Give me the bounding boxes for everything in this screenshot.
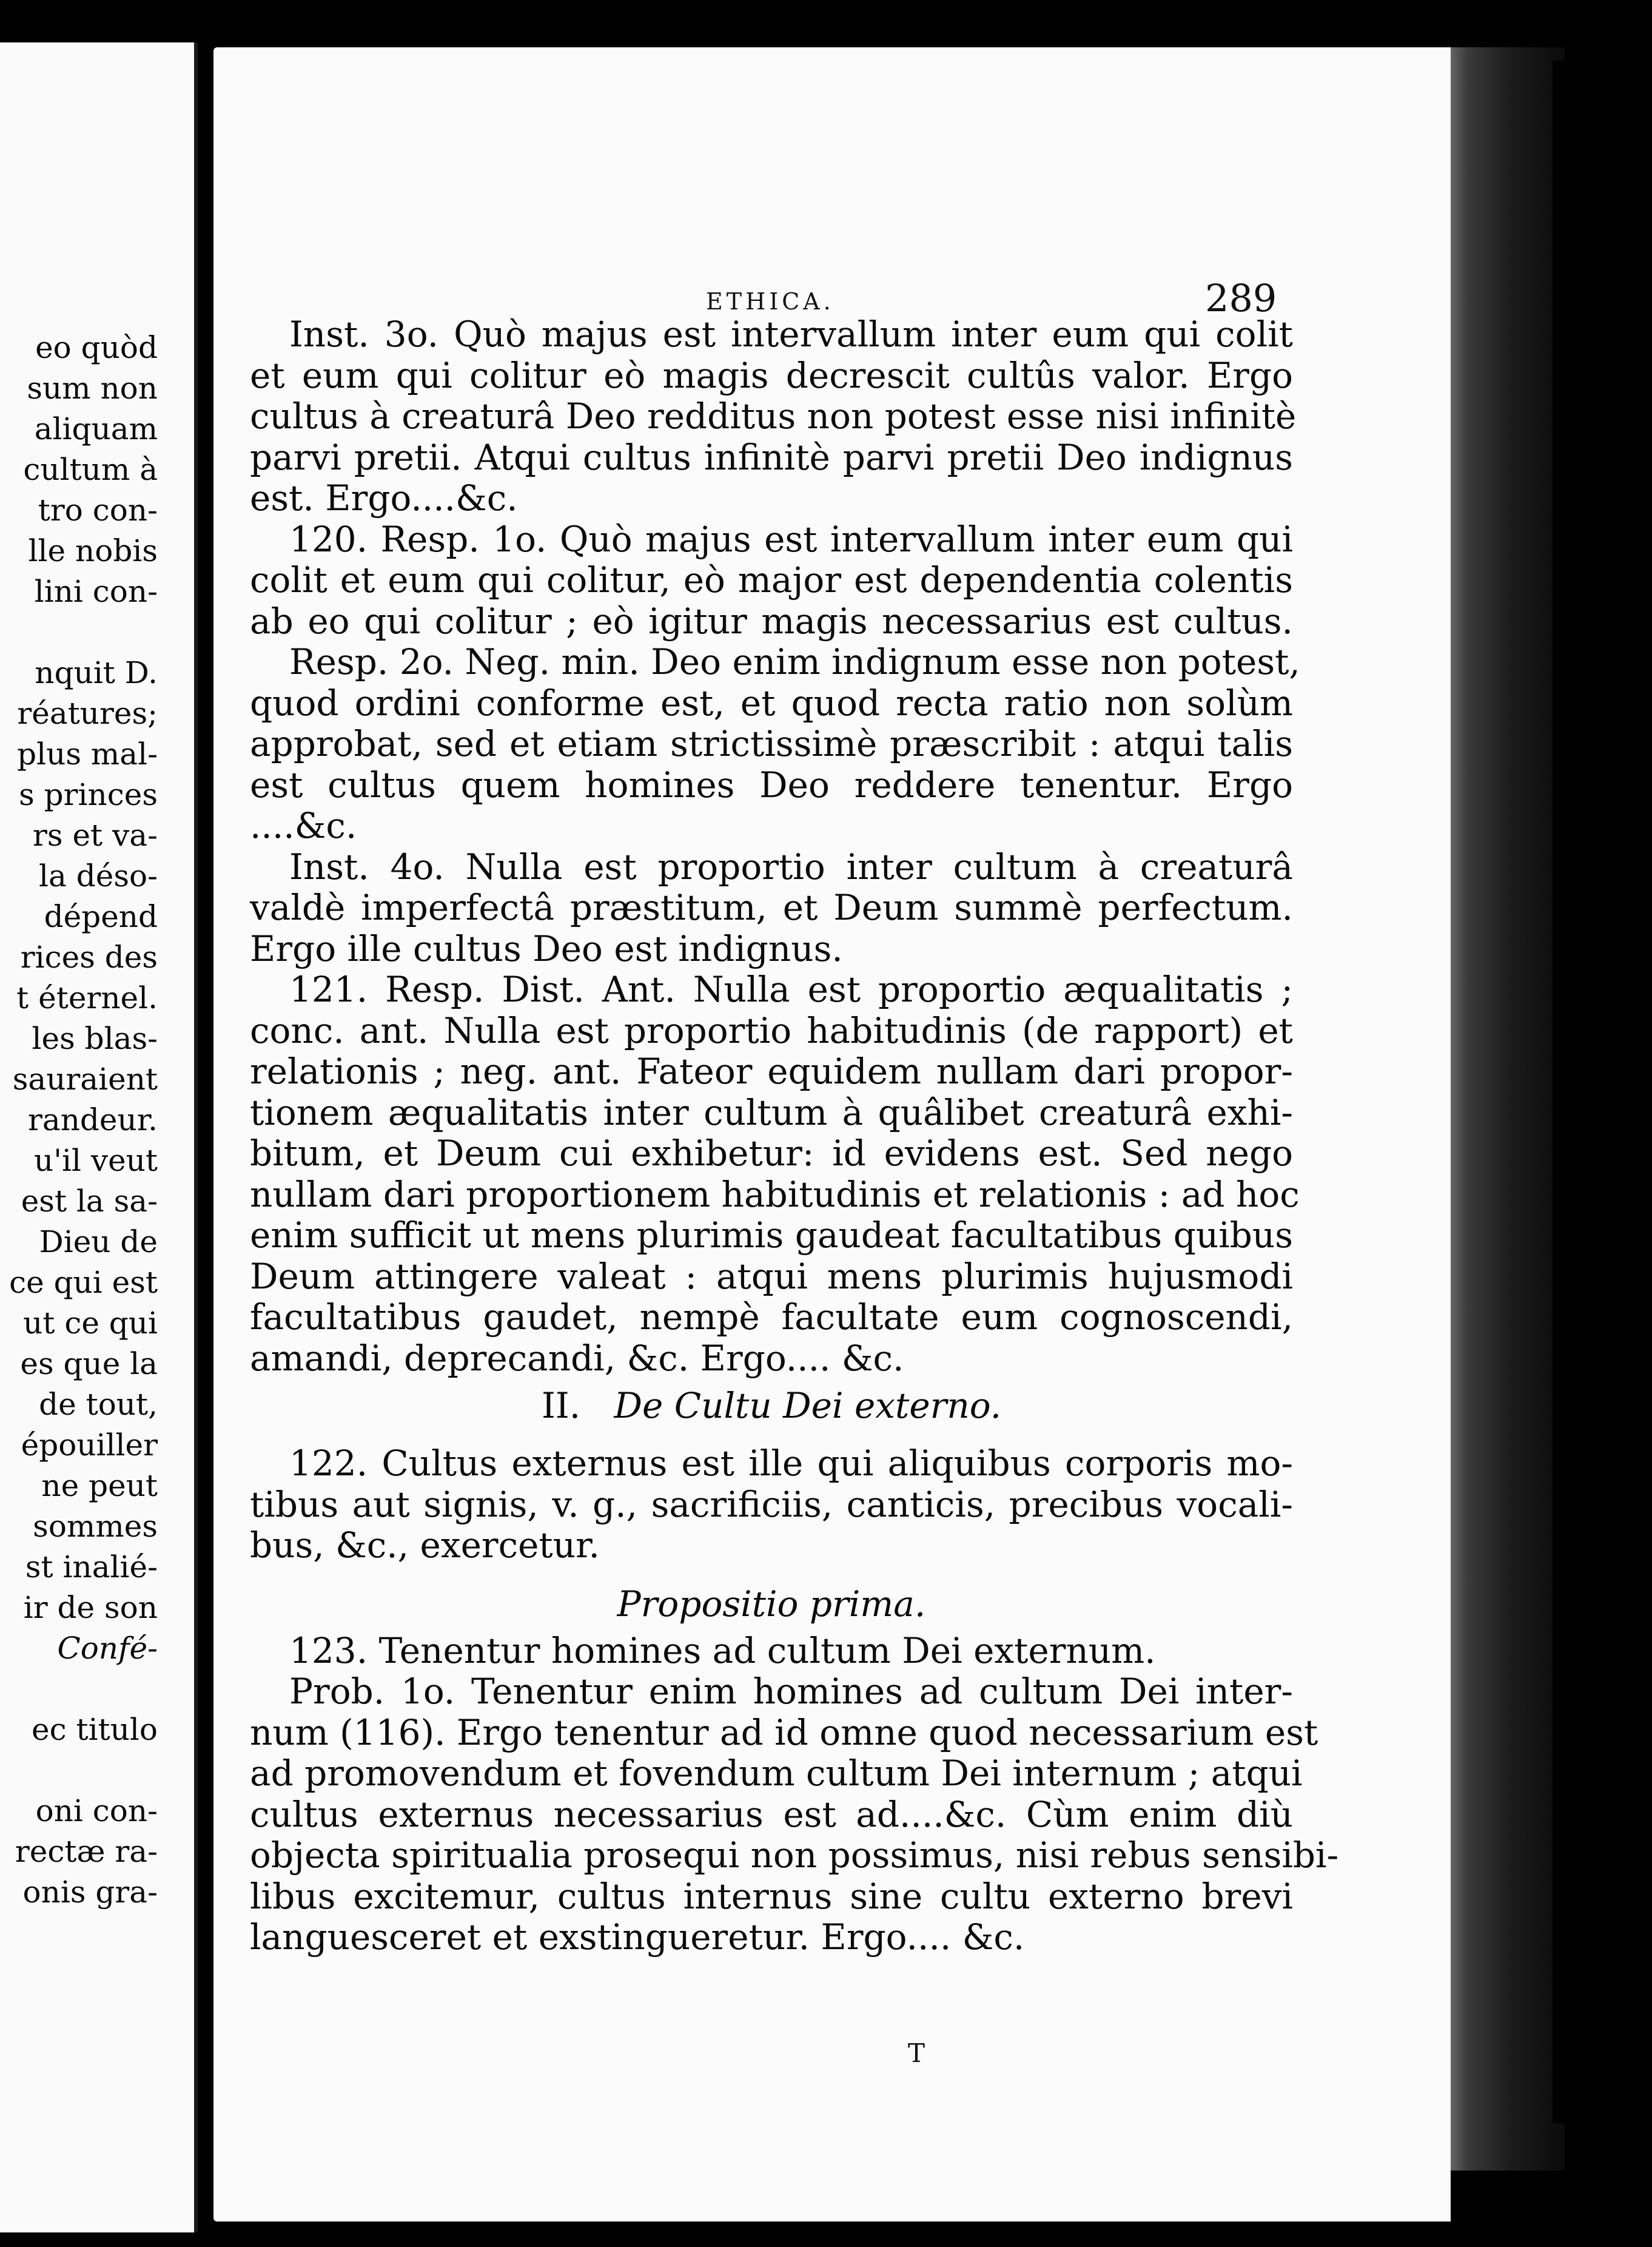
paragraph-resp-2 — [250, 641, 1300, 847]
left-page-line: nquit D. — [35, 655, 158, 690]
left-page-line: t éternel. — [16, 980, 158, 1016]
paragraph-inst-4 — [250, 847, 1293, 970]
text-line: bitum, et Deum cui exhibetur: id evidens est. Sed nego — [250, 1133, 1293, 1174]
text-line: objecta spiritualia prosequi non possimus, nisi rebus sensibi- — [250, 1834, 1339, 1876]
left-page-line — [0, 1750, 158, 1791]
text-line: parvi pretii. Atqui cultus infinitè parvi pretii Deo indignus — [250, 436, 1293, 478]
text-line: 121. Resp. Dist. Ant. Nulla est proportio æqualitatis ; — [289, 969, 1293, 1010]
left-page-line: s princes — [19, 777, 158, 812]
left-page-line: sommes — [33, 1509, 158, 1544]
running-head: ETHICA. — [706, 288, 834, 315]
left-page-text-column — [0, 328, 158, 1913]
text-line: nullam dari proportionem habitudinis et relationis : ad hoc — [250, 1173, 1300, 1215]
text-line: num (116). Ergo tenentur ad id omne quod necessarium est — [250, 1711, 1318, 1753]
text-line: 120. Resp. 1o. Quò majus est intervallum inter eum qui — [289, 518, 1293, 560]
left-page-line: es que la — [20, 1346, 158, 1381]
text-line: ....&c. — [250, 805, 357, 846]
text-line: tionem æqualitatis inter cultum à quâlibet creaturâ exhi- — [250, 1091, 1293, 1133]
text-line: Inst. 3o. Quò majus est intervallum inter eum qui colit — [289, 314, 1293, 355]
text-line: et eum qui colitur eò magis decrescit cultûs valor. Ergo — [250, 354, 1293, 396]
paragraph-inst-3 — [250, 314, 1297, 519]
text-line: cultus externus necessarius est ad....&c. Cùm enim diù — [250, 1793, 1293, 1835]
left-page-line: st inalié- — [25, 1549, 158, 1585]
left-page-line: sauraient — [12, 1062, 158, 1097]
page-number: 289 — [1205, 276, 1277, 320]
left-page-line: les blas- — [32, 1021, 158, 1056]
paragraph-prob-1 — [250, 1671, 1339, 1958]
text-line: est. Ergo....&c. — [250, 477, 518, 519]
text-line: ab eo qui colitur ; eò igitur magis necessarius est cultus. — [250, 600, 1293, 642]
left-page-line: la déso- — [39, 858, 158, 894]
left-page-line: ec titulo — [32, 1712, 158, 1747]
left-page-line: de tout, — [39, 1387, 158, 1422]
page-body — [250, 314, 1339, 1958]
left-page-line: est la sa- — [21, 1184, 158, 1219]
section-heading-title: De Cultu Dei externo. — [614, 1385, 1002, 1426]
left-page-line: rs et va- — [33, 818, 158, 853]
text-line: facultatibus gaudet, nempè facultate eum cognoscendi, — [250, 1296, 1293, 1338]
text-line: tibus aut signis, v. g., sacrificiis, canticis, precibus vocali- — [250, 1483, 1293, 1525]
left-page-line: lini con- — [34, 574, 158, 609]
left-page-line: Confé- — [57, 1631, 158, 1666]
text-line: ad promovendum et fovendum cultum Dei internum ; atqui — [250, 1753, 1303, 1794]
left-page-line: épouiller — [21, 1427, 158, 1463]
left-page-line: sum non — [27, 371, 158, 406]
text-line: bus, &c., exercetur. — [250, 1524, 600, 1566]
text-line: amandi, deprecandi, &c. Ergo.... &c. — [250, 1337, 904, 1379]
text-line: enim sufficit ut mens plurimis gaudeat facultatibus quibus — [250, 1214, 1293, 1256]
text-line: quod ordini conforme est, et quod recta ratio non solùm — [250, 682, 1293, 724]
background-dark — [1553, 61, 1652, 2123]
left-page-line: ce qui est — [9, 1265, 158, 1300]
section-heading-number: II. — [541, 1385, 581, 1426]
sub-heading: Propositio prima. — [617, 1583, 926, 1625]
text-line: valdè imperfectâ præstitum, et Deum summè perfectum. — [250, 887, 1293, 928]
left-page-line: ir de son — [23, 1590, 158, 1625]
left-page-line: rices des — [20, 940, 158, 975]
text-line: libus excitemur, cultus internus sine cultu externo brevi — [250, 1875, 1293, 1917]
signature-mark: T — [908, 2038, 925, 2068]
left-page-line: ut ce qui — [23, 1305, 158, 1341]
text-line: approbat, sed et etiam strictissimè præscribit : atqui talis — [250, 723, 1293, 764]
left-page-line: tro con- — [38, 493, 158, 528]
text-line: relationis ; neg. ant. Fateor equidem nullam dari propor- — [250, 1051, 1293, 1092]
paragraph-123 — [250, 1631, 1293, 1672]
left-page-line: rectæ ra- — [15, 1834, 158, 1869]
left-page-fragment — [0, 42, 198, 2232]
text-line: est cultus quem homines Deo reddere tenentur. Ergo — [250, 764, 1293, 806]
left-page-line: cultum à — [23, 452, 158, 487]
left-page-line: u'il veut — [34, 1143, 158, 1178]
text-line: languesceret et exstingueretur. Ergo.... &c. — [250, 1916, 1025, 1958]
left-page-line — [0, 612, 158, 653]
left-page-line — [0, 1669, 158, 1710]
left-page-line: ne peut — [41, 1468, 158, 1503]
left-page-line: eo quòd — [35, 330, 158, 365]
left-page-line: aliquam — [34, 411, 158, 446]
text-line: Ergo ille cultus Deo est indignus. — [250, 928, 843, 969]
left-page-line: Dieu de — [39, 1224, 158, 1259]
text-line: colit et eum qui colitur, eò major est dependentia colentis — [250, 559, 1293, 601]
left-page-line: onis gra- — [22, 1875, 158, 1910]
text-line: Prob. 1o. Tenentur enim homines ad cultum Dei inter- — [289, 1671, 1293, 1712]
paragraph-122 — [250, 1443, 1293, 1566]
text-line: Inst. 4o. Nulla est proportio inter cultum à creaturâ — [289, 846, 1293, 888]
page-edge-shadow — [1443, 47, 1565, 2171]
text-line: 123. Tenentur homines ad cultum Dei externum. — [289, 1629, 1156, 1671]
right-page — [213, 47, 1451, 2222]
text-line: cultus à creaturâ Deo redditus non potest esse nisi infinitè — [250, 396, 1297, 437]
left-page-line: réatures; — [17, 696, 158, 731]
left-page-line: randeur. — [27, 1102, 158, 1137]
text-line: 122. Cultus externus est ille qui aliquibus corporis mo- — [289, 1443, 1293, 1484]
paragraph-120 — [250, 519, 1293, 642]
left-page-line: dépend — [44, 899, 158, 934]
text-line: Deum attingere valeat : atqui mens plurimis hujusmodi — [250, 1255, 1293, 1297]
left-page-line: lle nobis — [28, 533, 158, 568]
text-line: Resp. 2o. Neg. min. Deo enim indignum esse non potest, — [289, 641, 1300, 682]
text-line: conc. ant. Nulla est proportio habitudinis (de rapport) et — [250, 1009, 1293, 1051]
left-page-line: oni con- — [35, 1793, 158, 1828]
left-page-line: plus mal- — [17, 736, 158, 772]
section-heading — [250, 1379, 1293, 1432]
book-gutter — [198, 0, 212, 2247]
paragraph-121 — [250, 969, 1300, 1379]
